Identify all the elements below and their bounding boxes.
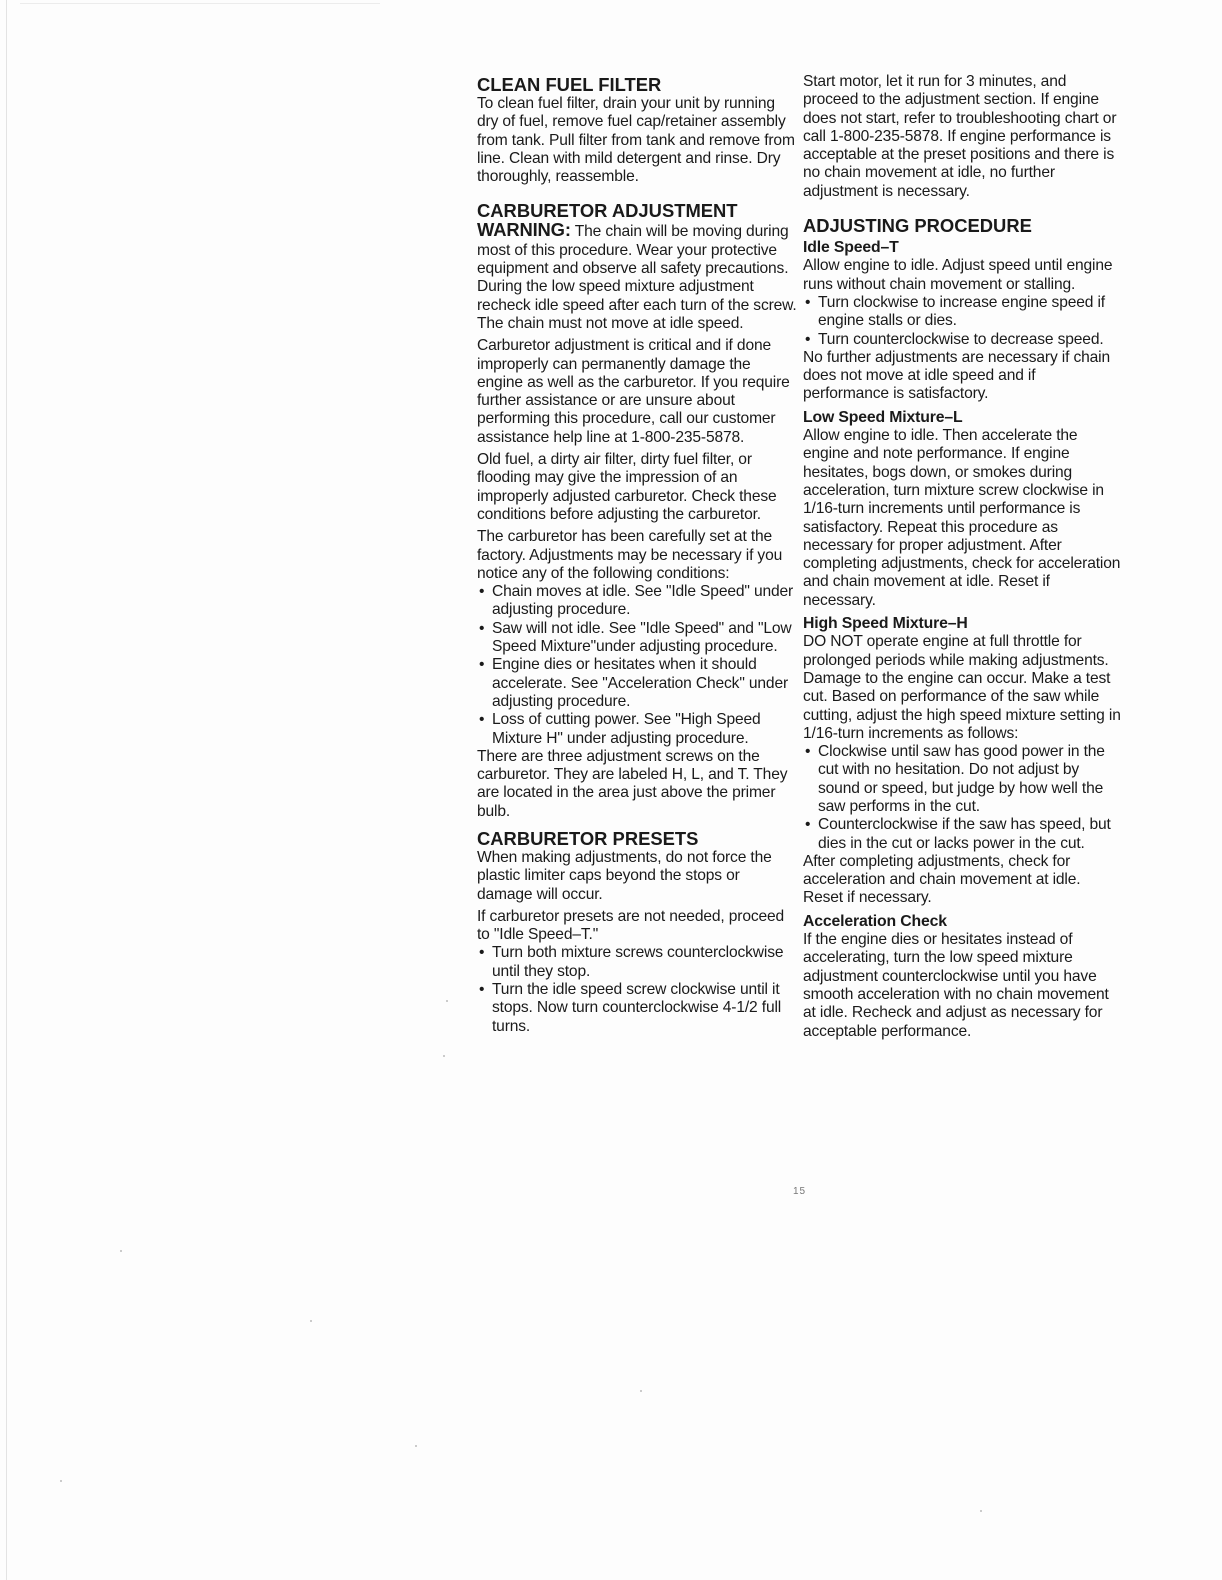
presets-steps-list (477, 944, 797, 1035)
scan-speck (640, 1390, 642, 1392)
high-speed-after: After completing adjustments, check for acceleration and chain movement at idle. Reset if necessary. (803, 852, 1081, 907)
condition-item: • Engine dies or hesitates when it should accelerate. See "Acceleration Check" under adjusting procedure. (477, 656, 797, 711)
presets-not-needed-paragraph: If carburetor presets are not needed, proceed to "Idle Speed–T." (477, 907, 785, 944)
scan-speck (310, 1320, 312, 1322)
adjusting-procedure-heading: ADJUSTING PROCEDURE (803, 215, 1032, 237)
clean-fuel-filter-text: To clean fuel filter, drain your unit by running dry of fuel, remove fuel cap/retainer assembly from tank. Pull filter from tank and remove from line. Clean with mild detergent and rinse. Dry thoroughly, reassemble. (477, 95, 795, 186)
old-fuel-paragraph: Old fuel, a dirty air filter, dirty fuel filter, or flooding may give the impression of an improperly adjusted carburetor. Check these conditions before adjusting the carburetor. (477, 451, 777, 523)
scan-edge-top (20, 3, 380, 4)
condition-item: • Loss of cutting power. See "High Speed Mixture H" under adjusting procedure. (477, 711, 797, 748)
acceleration-check-text: If the engine dies or hesitates instead of accelerating, turn the low speed mixture adjustment counterclockwise until you have smooth acceleration with no chain movement at idle. Recheck and adjust as necessary for acceptable performance. (803, 931, 1109, 1040)
low-speed-title: Low Speed Mixture–L (803, 408, 963, 426)
clean-fuel-filter-heading: CLEAN FUEL FILTER (477, 74, 662, 95)
carburetor-presets-section (477, 829, 797, 1036)
factory-set-paragraph: The carburetor has been carefully set at the factory. Adjustments may be necessary if you notice any of the following conditions: (477, 528, 783, 582)
carburetor-adjustment-section (477, 201, 797, 821)
screws-paragraph: There are three adjustment screws on the carburetor. They are labeled H, L, and T. They are located in the area just above the primer bulb. (477, 747, 788, 820)
left-column (477, 75, 797, 1036)
scan-speck (980, 1510, 982, 1512)
scan-speck (120, 1250, 122, 1252)
scan-speck (446, 1000, 448, 1002)
condition-item: • Chain moves at idle. See "Idle Speed" under adjusting procedure. (477, 583, 797, 620)
high-speed-text: DO NOT operate engine at full throttle for prolonged periods while making adjustments. Damage to the engine can occur. Make a test cut. Based on performance of the saw while cutting, adjust the high speed mixture setting in 1/16-turn increments as follows: (803, 633, 1121, 742)
adjusting-procedure-section (803, 216, 1123, 1041)
idle-speed-item: • Turn counterclockwise to decrease speed. (803, 331, 1123, 349)
idle-speed-text: Allow engine to idle. Adjust speed until engine runs without chain movement or stalling. (803, 257, 1113, 293)
condition-item: • Saw will not idle. See "Idle Speed" and "Low Speed Mixture"under adjusting procedure. (477, 620, 797, 657)
high-speed-item: • Clockwise until saw has good power in the cut with no hesitation. Do not adjust by sound or speed, but judge by how well the saw performs in the cut. (803, 743, 1123, 816)
warning-paragraph (477, 221, 797, 333)
low-speed-text: Allow engine to idle. Then accelerate the engine and note performance. If engine hesitates, bogs down, or smokes during acceleration, turn mixture screw clockwise in 1/16-turn increments until performance is satisfactory. Repeat this procedure as necessary for proper adjustment. After completing adjustments, check for acceleration and chain movement at idle. Reset if necessary. (803, 427, 1121, 609)
conditions-list (477, 583, 797, 748)
high-speed-title: High Speed Mixture–H (803, 615, 968, 633)
scan-speck (60, 1480, 62, 1482)
limiter-caps-paragraph: When making adjustments, do not force the plastic limiter caps beyond the stops or damage will occur. (477, 848, 772, 903)
idle-speed-item: • Turn clockwise to increase engine speed if engine stalls or dies. (803, 294, 1123, 331)
scan-speck (443, 1055, 445, 1057)
idle-speed-title: Idle Speed–T (803, 239, 899, 257)
high-speed-item: • Counterclockwise if the saw has speed, but dies in the cut or lacks power in the cut. (803, 816, 1123, 853)
acceleration-check-title: Acceleration Check (803, 912, 947, 930)
page-number: 15 (793, 1186, 807, 1197)
critical-paragraph: Carburetor adjustment is critical and if done improperly can permanently damage the engine as well as the carburetor. If you require further assistance or are unsure about performing this procedure, call our customer assistance help line at 1-800-235-5878. (477, 337, 790, 446)
clean-fuel-filter-section (477, 75, 797, 186)
carburetor-presets-heading: CARBURETOR PRESETS (477, 827, 699, 849)
warning-text: The chain will be moving during most of this procedure. Wear your protective equipment and observe all safety precautions. During the low speed mixture adjustment recheck idle speed after each turn of the screw. The chain must not move at idle speed. (477, 223, 797, 332)
start-motor-paragraph: Start motor, let it run for 3 minutes, and proceed to the adjustment section. If engine does not start, refer to troubleshooting chart or call 1-800-235-5878. If engine performance is acceptable at the preset positions and there is no chain movement at idle, no further adjustment is necessary. (803, 73, 1117, 200)
scan-speck (415, 1445, 417, 1447)
right-column (803, 73, 1123, 1041)
carburetor-adjustment-heading: CARBURETOR ADJUSTMENT (477, 200, 738, 222)
preset-step: • Turn both mixture screws counterclockwise until they stop. (477, 944, 797, 981)
idle-speed-list (803, 294, 1123, 349)
scan-edge-left (6, 0, 7, 1580)
high-speed-list (803, 743, 1123, 853)
idle-speed-after: No further adjustments are necessary if chain does not move at idle speed and if performance is satisfactory. (803, 348, 1111, 403)
warning-label: WARNING: (477, 219, 571, 241)
preset-step: • Turn the idle speed screw clockwise until it stops. Now turn counterclockwise 4-1/2 full turns. (477, 981, 797, 1036)
